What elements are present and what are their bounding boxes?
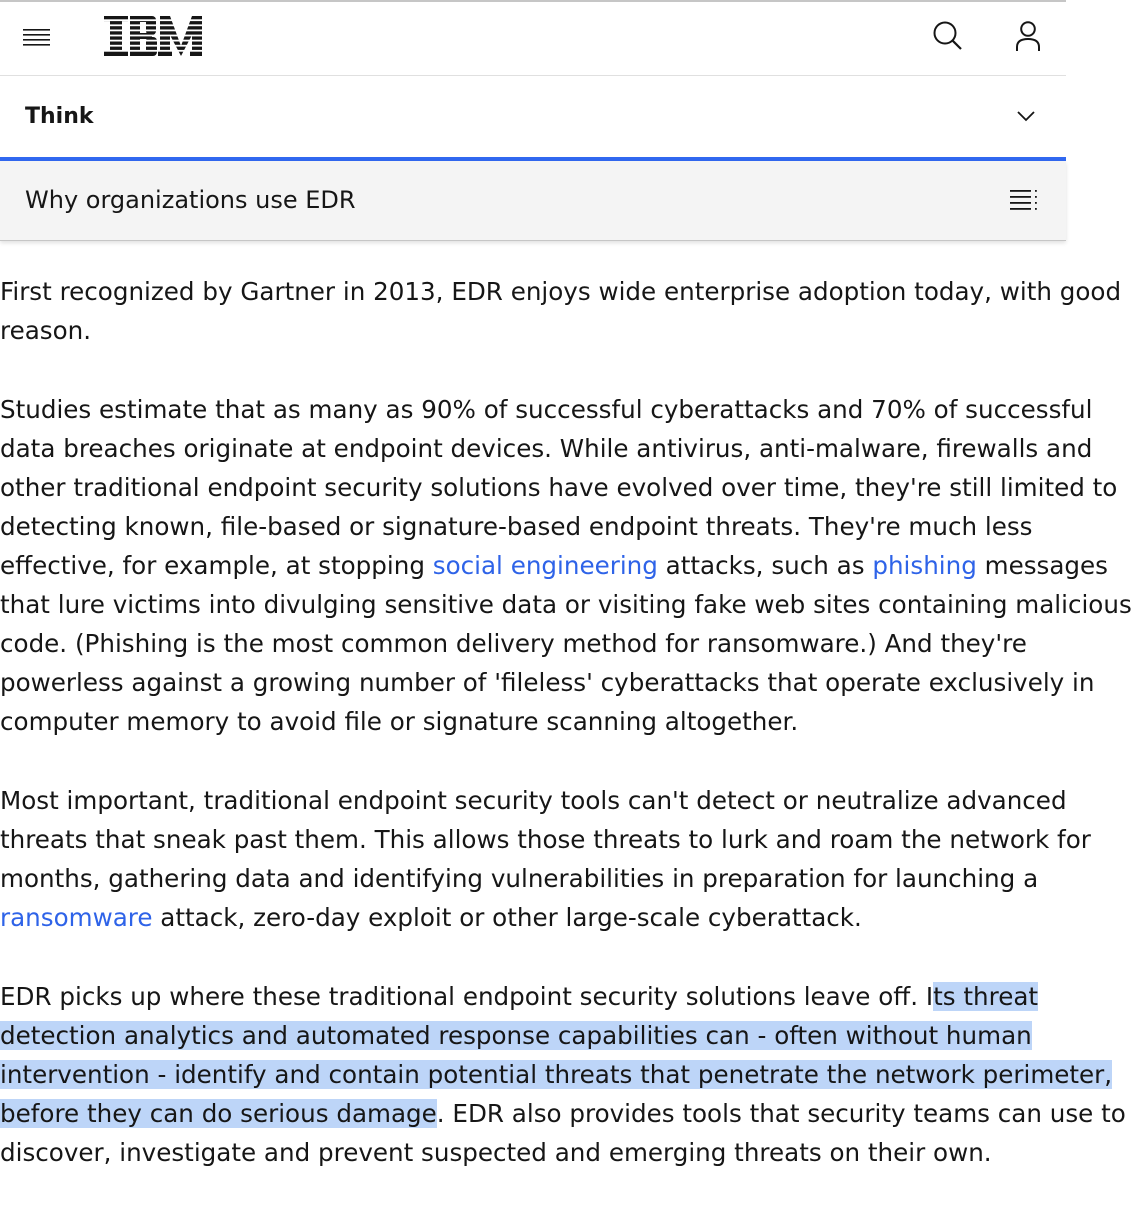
- text-line: discover, investigate and prevent suspected and emerging threats on their own.: [0, 1138, 992, 1168]
- user-icon: [1014, 20, 1042, 52]
- text-line: [0, 977, 1066, 1016]
- ibm-logo[interactable]: [104, 16, 202, 56]
- text-line: [0, 1094, 1126, 1133]
- text-line: [0, 546, 1108, 585]
- top-border: [0, 0, 1066, 2]
- paragraph-edr-picks-up: [0, 977, 1126, 1172]
- text-line: Most important, traditional endpoint security tools can't detect or neutralize advanced: [0, 786, 1067, 816]
- selected-text[interactable]: detection analytics and automated response capabilities can - often without human: [0, 1021, 1032, 1050]
- text-line: threats that sneak past them. This allows those threats to lurk and roam the network for: [0, 825, 1091, 855]
- text-run: EDR picks up where these traditional endpoint security solutions leave off. I: [0, 981, 934, 1011]
- text-line: months, gathering data and identifying vulnerabilities in preparation for launching a: [0, 864, 1039, 894]
- search-button[interactable]: [924, 12, 972, 60]
- social-engineering-link[interactable]: social engineering: [432, 551, 658, 581]
- text-run: . EDR also provides tools that security teams can use to: [436, 1099, 1126, 1129]
- paragraph-most-important: [0, 781, 1091, 937]
- text-line: code. (Phishing is the most common delivery method for ransomware.) And they're: [0, 629, 1027, 659]
- text-run: messages: [976, 551, 1108, 581]
- text-line: detecting known, file-based or signature-based endpoint threats. They're much less: [0, 511, 1033, 541]
- paragraph-studies: [0, 390, 1132, 742]
- text-run: effective, for example, at stopping: [0, 551, 433, 581]
- masthead: [0, 0, 1066, 76]
- search-icon: [932, 20, 964, 52]
- text-run: attacks, such as: [657, 551, 873, 581]
- hamburger-menu-icon: [22, 27, 52, 47]
- text-line: that lure victims into divulging sensitive data or visiting fake web sites containing malicious: [0, 590, 1132, 620]
- user-button[interactable]: [1004, 12, 1052, 60]
- chevron-down-icon[interactable]: [1012, 102, 1040, 130]
- text-line: data breaches originate at endpoint devices. While antivirus, anti-malware, firewalls and: [0, 433, 1093, 463]
- text-line: powerless against a growing number of 'fileless' cyberattacks that operate exclusively in: [0, 668, 1095, 698]
- selected-text[interactable]: ts threat: [933, 981, 1039, 1011]
- ransomware-link[interactable]: ransomware: [0, 903, 153, 933]
- phishing-link[interactable]: phishing: [872, 551, 977, 581]
- toc-current-section: Why organizations use EDR: [25, 186, 356, 214]
- table-of-contents-icon[interactable]: [1008, 187, 1038, 215]
- paragraph-intro: [0, 272, 1122, 350]
- article-body: [0, 272, 1132, 1212]
- selected-text[interactable]: before they can do serious damage: [0, 1099, 437, 1129]
- text-line: other traditional endpoint security solutions have evolved over time, they're still limited to: [0, 472, 1118, 502]
- text-line: First recognized by Gartner in 2013, EDR enjoys wide enterprise adoption today, with good: [0, 277, 1122, 306]
- text-line: [0, 1055, 1113, 1094]
- text-line: [0, 1016, 1066, 1055]
- table-of-contents-bar[interactable]: [0, 161, 1066, 241]
- text-line: reason.: [0, 316, 92, 346]
- section-title: Think: [25, 104, 94, 129]
- selected-text[interactable]: intervention - identify and contain potential threats that penetrate the network perimeter,: [0, 1060, 1113, 1090]
- text-line: Studies estimate that as many as 90% of successful cyberattacks and 70% of successful: [0, 394, 1093, 424]
- section-nav-bar[interactable]: [0, 76, 1066, 158]
- text-line: computer memory to avoid file or signature scanning altogether.: [0, 707, 799, 737]
- menu-button[interactable]: [14, 14, 60, 60]
- text-line: [0, 898, 1066, 937]
- text-run: attack, zero-day exploit or other large-scale cyberattack.: [152, 903, 862, 933]
